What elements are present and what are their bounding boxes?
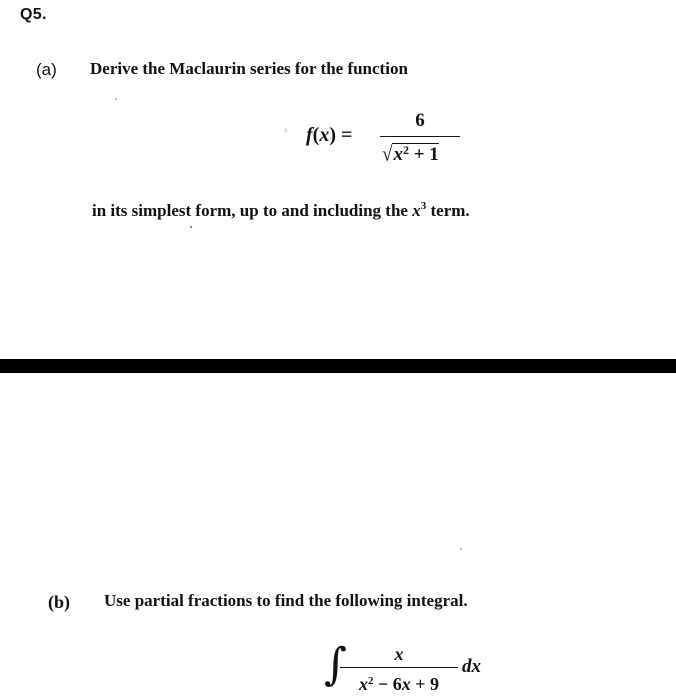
radicand-exponent: 2 — [402, 143, 409, 157]
integrand-fraction — [340, 641, 458, 694]
integrand-den-exponent: 2 — [367, 675, 374, 687]
instruction-var: x — [412, 201, 421, 220]
function-fraction — [380, 108, 460, 166]
scan-speck — [190, 226, 192, 228]
question-number: Q5. — [20, 6, 47, 23]
function-paren-close: ) — [329, 124, 337, 146]
part-a-instruction — [92, 200, 470, 221]
integrand-den-var2: x — [401, 674, 411, 694]
radicand-rest: + 1 — [408, 144, 439, 165]
fraction-denominator — [380, 137, 460, 166]
part-a-label: (a) — [36, 60, 57, 79]
instruction-prefix: in its simplest form, up to and including the — [92, 201, 413, 220]
instruction-exponent: 3 — [420, 200, 427, 212]
integrand-denominator — [340, 668, 458, 694]
sqrt-icon: √ — [382, 142, 393, 166]
integral-sign-icon: ∫ — [324, 639, 347, 690]
function-paren-open: ( — [312, 124, 320, 146]
function-lhs — [306, 124, 352, 147]
function-var: x — [319, 124, 330, 146]
radicand-var: x — [393, 144, 403, 165]
instruction-suffix: term. — [426, 201, 470, 220]
radicand — [392, 143, 438, 165]
part-b-intro: Use partial fractions to find the following integral. — [104, 591, 468, 610]
scan-speck — [460, 548, 462, 550]
integrand-numerator: x — [394, 644, 404, 664]
integral-differential: dx — [462, 656, 481, 677]
margin-mark: › — [284, 124, 288, 136]
part-b-label: (b) — [48, 592, 70, 612]
divider-bar — [0, 359, 676, 373]
integrand-den-rest: + 9 — [410, 674, 440, 694]
fraction-numerator: 6 — [415, 110, 425, 131]
part-a-intro: Derive the Maclaurin series for the function — [90, 59, 408, 78]
integrand-den-mid: − 6 — [373, 674, 402, 694]
scan-speck — [115, 98, 117, 100]
integrand-den-var1: x — [358, 674, 368, 694]
function-name: f — [306, 124, 313, 146]
function-equals: = — [336, 124, 353, 146]
